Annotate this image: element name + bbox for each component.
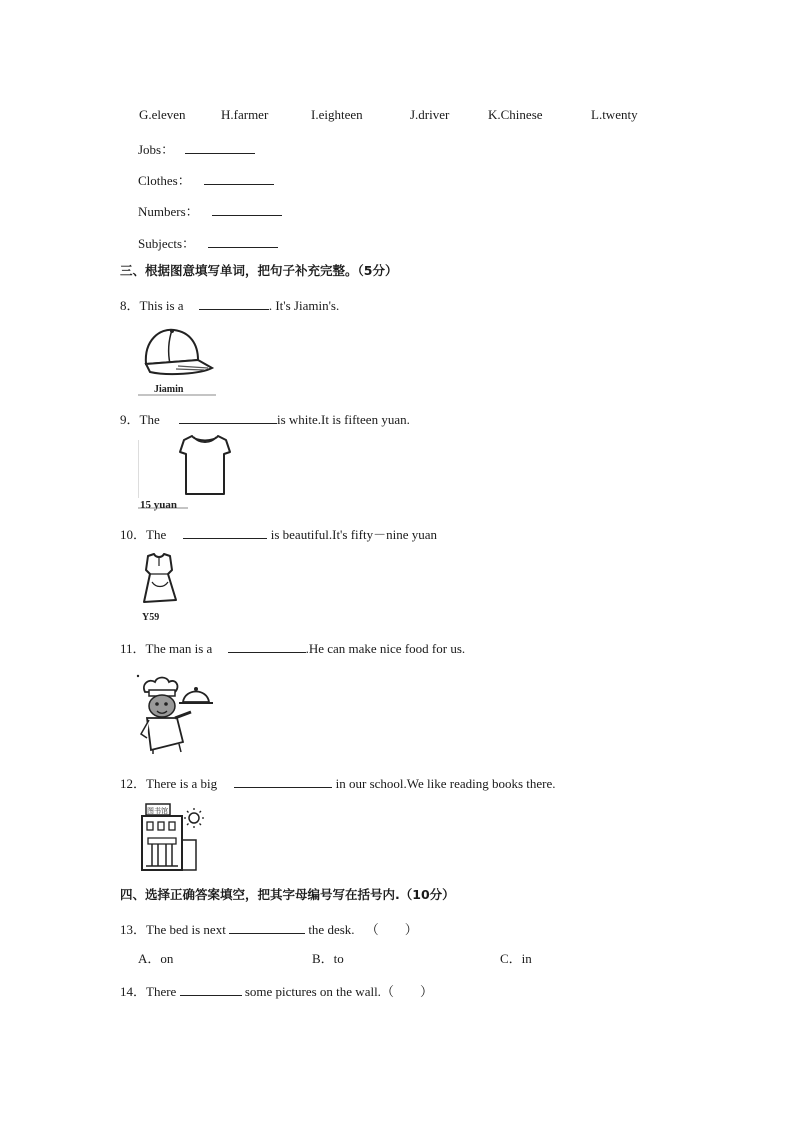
category-subjects [138, 235, 278, 250]
question-text: is beautiful.It's fifty－nine yuan [270, 527, 437, 542]
question-text: .He can make nice food for us. [305, 641, 466, 656]
category-jobs [138, 141, 255, 156]
word-option-j: J.driver [410, 107, 450, 122]
answer-blank[interactable] [179, 411, 277, 424]
answer-blank[interactable] [212, 203, 282, 216]
tshirt-icon [138, 432, 234, 514]
question-9 [120, 411, 410, 426]
question-text: The man is a [145, 641, 213, 656]
answer-blank[interactable] [199, 297, 269, 310]
option-a[interactable]: A．on [138, 951, 174, 966]
tshirt-caption: 15 yuan [140, 499, 177, 511]
answer-blank[interactable] [183, 526, 267, 539]
category-label: Subjects： [138, 236, 196, 251]
option-b[interactable]: B．to [312, 951, 344, 966]
question-number: 10． [120, 527, 147, 542]
dress-caption: Y59 [142, 612, 160, 623]
question-number: 13． [120, 922, 147, 937]
word-option-i: I.eighteen [311, 107, 363, 122]
word-option-l: L.twenty [591, 107, 638, 122]
question-8 [120, 297, 339, 312]
option-c[interactable]: C．in [500, 951, 532, 966]
question-14 [120, 983, 433, 998]
question-text: There [146, 984, 177, 999]
answer-blank[interactable] [228, 640, 306, 653]
cap-caption: Jiamin [154, 384, 184, 395]
answer-blank[interactable] [180, 983, 242, 996]
answer-parentheses[interactable]: （ ） [380, 984, 433, 999]
question-text: the desk. [308, 922, 355, 937]
question-text: The bed is next [146, 922, 226, 937]
answer-blank[interactable] [208, 235, 278, 248]
question-13 [120, 921, 418, 936]
answer-blank[interactable] [185, 141, 255, 154]
cap-icon [138, 322, 218, 398]
word-option-h: H.farmer [221, 107, 269, 122]
question-number: 12． [120, 776, 147, 791]
question-text: The [146, 527, 167, 542]
category-clothes [138, 172, 274, 187]
section-3-title: 三、根据图意填写单词，把句子补充完整。（5分） [120, 263, 398, 278]
cap-picture [138, 322, 218, 402]
category-label: Numbers： [138, 204, 199, 219]
word-option-g: G.eleven [139, 107, 186, 122]
question-10 [120, 526, 437, 541]
dress-icon [138, 552, 182, 624]
question-number: 9． [120, 412, 140, 427]
answer-blank[interactable] [234, 775, 332, 788]
question-11 [120, 640, 465, 655]
library-picture [138, 800, 210, 878]
question-number: 14． [120, 984, 147, 999]
tshirt-picture [138, 432, 234, 518]
question-number: 11． [120, 641, 146, 656]
category-label: Clothes： [138, 173, 191, 188]
question-text: is white.It is fifteen yuan. [276, 412, 410, 427]
question-text: some pictures on the wall. [244, 984, 381, 999]
library-sign: 图书馆 [147, 807, 168, 815]
library-icon [138, 800, 210, 874]
question-text: The [139, 412, 160, 427]
section-4-title: 四、选择正确答案填空，把其字母编号写在括号内.（10分） [120, 887, 455, 902]
question-text: in our school.We like reading books there. [335, 776, 556, 791]
question-text: This is a [139, 298, 184, 313]
answer-blank[interactable] [204, 172, 274, 185]
category-numbers [138, 203, 282, 218]
question-number: 8． [120, 298, 140, 313]
question-12 [120, 775, 556, 790]
answer-blank[interactable] [229, 921, 305, 934]
answer-parentheses[interactable]: （ ） [365, 922, 418, 937]
cook-picture [135, 672, 219, 760]
word-option-k: K.Chinese [488, 107, 543, 122]
category-label: Jobs： [138, 142, 175, 157]
question-text: There is a big [146, 776, 218, 791]
cook-icon [135, 672, 219, 756]
dress-picture [138, 552, 182, 628]
question-text: . It's Jiamin's. [268, 298, 340, 313]
